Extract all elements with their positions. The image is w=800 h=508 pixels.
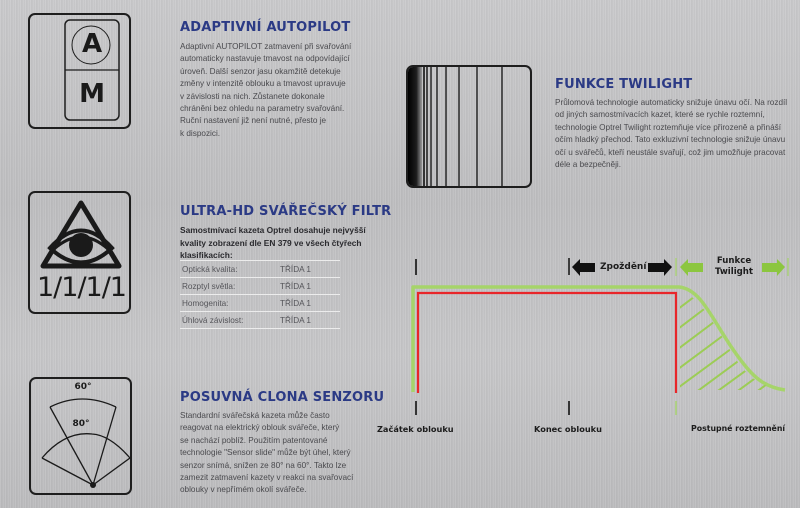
text-line: zamezit zatmavení kazety v reakci na svařovací <box>180 473 354 483</box>
sensor-slide-title: POSUVNÁ CLONA SENZORU <box>180 390 385 405</box>
auto-manual-icon <box>28 13 131 129</box>
text-line: Twilight <box>714 267 754 277</box>
text-line: oblouky v nepřímém okolí svářeče. <box>180 485 307 495</box>
table-row <box>180 295 340 312</box>
classification-table <box>180 260 340 329</box>
text-line: Ruční nastavení již není nutné, přesto je <box>180 116 327 126</box>
text-line: v závislosti na nich. Zůstanete dokonale <box>180 91 325 101</box>
text-line: se nachází poblíž. Použitím patentované <box>180 435 328 445</box>
table-value: TŘÍDA 1 <box>280 295 340 312</box>
text-line: k dispozici. <box>180 128 221 138</box>
eye-triangle-icon <box>28 191 131 314</box>
twilight-title: FUNKCE TWILIGHT <box>555 77 693 92</box>
table-row <box>180 278 340 295</box>
table-value: TŘÍDA 1 <box>280 278 340 295</box>
text-line: změny v intenzitě oblouku a tmavost upravuje <box>180 79 346 89</box>
text-line: reagovat na elektrický oblouk svářeče, který <box>180 423 340 433</box>
table-value: TŘÍDA 1 <box>280 312 340 329</box>
angle-label-80: 80° <box>72 419 90 429</box>
text-line: technologie "Sensor slide" může být úhel, který <box>180 448 351 458</box>
text-line: očím hladký přechod. Tato exkluzivní technologie snižuje únavu <box>555 135 786 145</box>
twilight-label <box>700 256 768 278</box>
autopilot-description <box>180 41 380 140</box>
table-label: Rozptyl světla: <box>180 278 280 295</box>
ultra-hd-intro <box>180 224 390 262</box>
twilight-description <box>555 97 800 171</box>
text-line: chráněni bez ohledu na parametry svařování. <box>180 104 345 114</box>
text-line: technologie Optrel Twilight roztemňuje více přirozeně a přináší <box>555 122 782 132</box>
manual-letter: M <box>79 79 105 109</box>
auto-letter: A <box>81 29 103 59</box>
text-line: očí u svářečů, kteří neustále svařují, což jim umožňuje pracovat <box>555 147 786 157</box>
table-label: Optická kvalita: <box>180 261 280 278</box>
arc-end-label: Konec oblouku <box>534 424 602 434</box>
sensor-slide-description <box>180 410 390 497</box>
text-line: kvality zobrazení dle EN 379 ve všech čtyřech <box>180 237 362 248</box>
text-line: Adaptivní AUTOPILOT zatmavení při svařování <box>180 42 352 51</box>
table-label: Úhlová závislost: <box>180 312 280 329</box>
autopilot-title: ADAPTIVNÍ AUTOPILOT <box>180 20 351 35</box>
eye-icon-caption: 1/1/1/1 <box>36 272 126 303</box>
arc-start-label: Začátek oblouku <box>377 424 454 434</box>
text-line: automaticky nastavuje tmavost na odpovídající <box>180 54 350 64</box>
angle-label-60: 60° <box>74 382 92 392</box>
text-line: Samostmívací kazeta Optrel dosahuje nejvyšší <box>180 225 366 235</box>
text-line: úroveň. Další senzor jasu okamžitě detekuje <box>180 66 341 76</box>
text-line: Průlomová technologie automaticky snižuje únavu očí. Na rozdíl <box>555 98 788 107</box>
gradient-bars-icon <box>406 65 532 188</box>
table-row <box>180 312 340 329</box>
text-line: déle a bezpečněji. <box>555 160 622 170</box>
table-label: Homogenita: <box>180 295 280 312</box>
table-row <box>180 261 340 278</box>
text-line: Funkce <box>716 256 752 266</box>
delay-label: Zpoždění <box>600 262 647 272</box>
text-line: Standardní svářečská kazeta může často <box>180 411 330 420</box>
text-line: senzor snímá, snížen ze 80° na 60°. Takto lze <box>180 460 347 470</box>
gradual-darkening-label: Postupné roztemnění <box>691 424 786 433</box>
text-line: klasifikacích: <box>180 250 233 261</box>
sensor-angle-icon <box>29 377 132 495</box>
ultra-hd-title: ULTRA-HD SVÁŘEČSKÝ FILTR <box>180 204 392 219</box>
table-value: TŘÍDA 1 <box>280 261 340 278</box>
text-line: od jiných samostmívacích kazet, které se rychle roztemní, <box>555 110 765 120</box>
